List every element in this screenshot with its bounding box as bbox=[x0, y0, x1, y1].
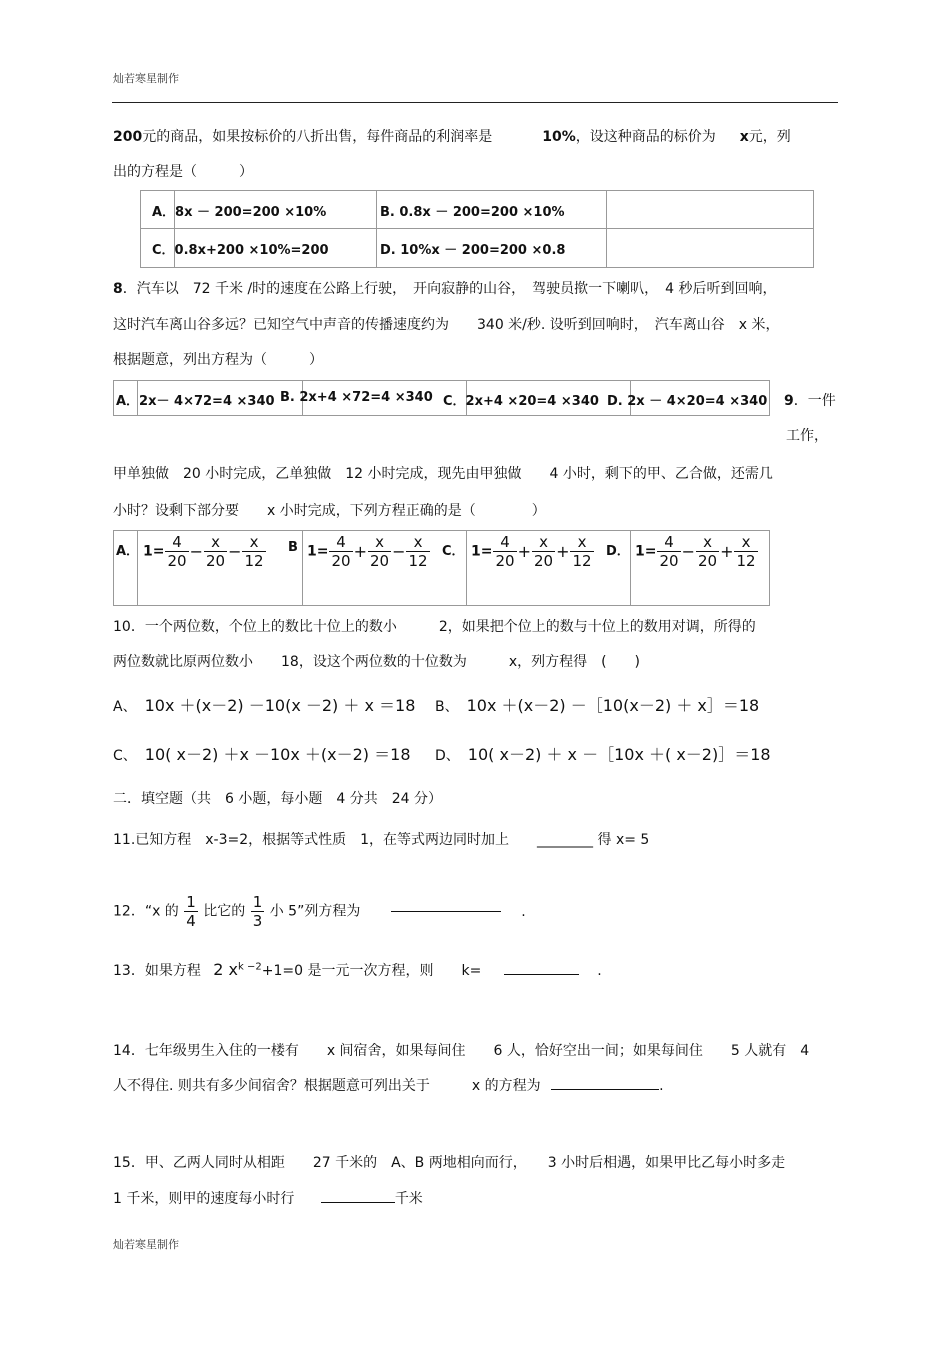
q10-option-a-label: A、 bbox=[113, 699, 137, 715]
q8-option-b: B. 2x+4 ×72=4 ×340 bbox=[280, 390, 433, 405]
q9-table-vline bbox=[302, 530, 303, 605]
q8-option-a: A．2x－ 4×72=4 ×340 bbox=[116, 394, 275, 409]
q9-option-a-label: A． bbox=[116, 544, 140, 559]
q9-fraction-den: 12 bbox=[572, 552, 592, 570]
q9-fraction-den: 20 bbox=[533, 552, 554, 570]
q14-answer-blank[interactable] bbox=[551, 1089, 659, 1090]
q10-option-c-expr: 10( x－2) ＋x －10x ＋(x－2) ＝18 bbox=[144, 745, 411, 764]
q9-fraction-num: x bbox=[570, 533, 593, 552]
q7-line1 bbox=[113, 126, 791, 146]
q12-mid: 比它的 bbox=[203, 903, 246, 920]
q7-table-vline bbox=[376, 190, 377, 267]
q9-line1: 甲单独做 20 小时完成，乙单独做 12 小时完成，现先由甲独做 4 小时，剩下的甲、乙合做，还需几 bbox=[113, 466, 773, 482]
q9-option-d-label: D． bbox=[606, 544, 630, 559]
q9-fraction-den: 20 bbox=[495, 552, 515, 570]
q7-option-c: C．0.8x+200 ×10%=200 bbox=[152, 243, 329, 258]
q12-fraction-2-num: 1 bbox=[252, 893, 263, 911]
q12-pre: 12．“x 的 bbox=[113, 903, 179, 920]
q12-fraction-1-num: 1 bbox=[186, 893, 196, 911]
page-footer: 灿若寒星制作 bbox=[113, 1238, 179, 1251]
q9-fraction-3 bbox=[406, 533, 429, 570]
q9-fraction-2 bbox=[696, 533, 719, 570]
q9-option-a-expr bbox=[143, 533, 267, 570]
q14-line1: 14．七年级男生入住的一楼有 x 间宿舍，如果每间住 6 人，恰好空出一间；如果每间住 5 人就有 4 bbox=[113, 1043, 810, 1059]
q13-coef: 2 x bbox=[213, 960, 239, 979]
q9-fraction-den: 12 bbox=[408, 552, 428, 570]
q12-fraction-1-den: 4 bbox=[186, 912, 196, 930]
q15-line2 bbox=[113, 1188, 423, 1208]
q9-fraction-den: 12 bbox=[736, 552, 756, 570]
q9-fraction-den: 20 bbox=[697, 552, 718, 570]
q9-fraction-1 bbox=[165, 533, 188, 570]
q13-end: . bbox=[597, 963, 602, 979]
q9-fraction-2 bbox=[204, 533, 227, 570]
q7-rate: 10% bbox=[542, 129, 576, 145]
q7-option-b: B. 0.8x － 200=200 ×10% bbox=[380, 205, 565, 220]
q9-fraction-num: 4 bbox=[165, 533, 188, 552]
q9-fraction-num: 4 bbox=[657, 533, 680, 552]
q9-fraction-num: x bbox=[734, 533, 757, 552]
q9-number: 9 bbox=[784, 393, 794, 409]
q14-end: . bbox=[659, 1078, 664, 1094]
q15-answer-blank[interactable] bbox=[321, 1202, 395, 1203]
q9-fraction-den: 20 bbox=[205, 552, 226, 570]
q8-line2: 这时汽车离山谷多远？已知空气中声音的传播速度约为 340 米/秒. 设听到回响时， 汽车离山谷 x 米， bbox=[113, 317, 780, 333]
q9-fraction-num: 4 bbox=[329, 533, 352, 552]
q12-fraction-2 bbox=[251, 893, 265, 930]
header-rule bbox=[112, 102, 838, 103]
q8-text1: ．汽车以 72 千米 /时的速度在公路上行驶， 开向寂静的山谷， 驾驶员揿一下喇叭， 4 秒后听到回响， bbox=[122, 281, 777, 297]
q12-fraction-2-den: 3 bbox=[252, 912, 263, 930]
q9-fraction-2 bbox=[532, 533, 555, 570]
q9-operator: + bbox=[517, 542, 531, 561]
q9-operator: − bbox=[228, 542, 242, 561]
q7-option-d: D. 10%x － 200=200 ×0.8 bbox=[380, 243, 566, 258]
q10-option-a bbox=[113, 693, 415, 716]
q9-head2: 工作， bbox=[786, 428, 828, 444]
q9-fraction-num: x bbox=[406, 533, 429, 552]
q14-line2 bbox=[113, 1075, 664, 1095]
q9-operator: − bbox=[681, 542, 695, 561]
q9-fraction-den: 20 bbox=[167, 552, 187, 570]
q9-fraction-3 bbox=[734, 533, 757, 570]
q9-option-c-expr bbox=[471, 533, 595, 570]
q9-head-text: ．一件 bbox=[793, 393, 836, 409]
q9-fraction-1 bbox=[493, 533, 516, 570]
q10-option-b-expr: 10x ＋(x－2) －［10(x－2) ＋ x］＝18 bbox=[466, 696, 760, 715]
q10-option-c bbox=[113, 742, 411, 765]
q9-fraction-num: x bbox=[696, 533, 719, 552]
q9-operator: + bbox=[720, 542, 734, 561]
q11-text: 11.已知方程 x-3=2，根据等式性质 1，在等式两边同时加上 ________ 得 x= 5 bbox=[113, 832, 650, 848]
q10-option-b bbox=[435, 693, 759, 716]
q7-text1: 元的商品，如果按标价的八折出售，每件商品的利润率是 bbox=[142, 129, 493, 145]
q9-fraction-den: 12 bbox=[244, 552, 264, 570]
q7-price: 200 bbox=[113, 129, 143, 145]
q9-fraction-num: x bbox=[242, 533, 265, 552]
q9-fraction-den: 20 bbox=[659, 552, 679, 570]
q12-post: 小 5”列方程为 bbox=[269, 903, 361, 920]
page-header: 灿若寒星制作 bbox=[113, 72, 179, 85]
q7-text2: ，设这种商品的标价为 bbox=[575, 129, 716, 145]
q9-operator: + bbox=[353, 542, 367, 561]
q7-var: x bbox=[739, 129, 749, 145]
q9-table-vline bbox=[630, 530, 631, 605]
q9-table-vline bbox=[466, 530, 467, 605]
q10-line2: 两位数就比原两位数小 18，设这个两位数的十位数为 x，列方程得 ( ) bbox=[113, 654, 641, 670]
q9-fraction-3 bbox=[570, 533, 593, 570]
q14-line2-text: 人不得住. 则共有多少间宿舍？根据题意可列出关于 x 的方程为 bbox=[113, 1078, 541, 1094]
q13-answer-blank[interactable] bbox=[504, 974, 579, 975]
q10-option-d bbox=[435, 742, 771, 765]
q9-fraction-1 bbox=[657, 533, 680, 570]
q9-expr-lead: 1= bbox=[307, 543, 329, 560]
q12-line bbox=[113, 893, 526, 930]
q9-option-d-expr bbox=[635, 533, 759, 570]
q7-text3: 元，列 bbox=[748, 129, 791, 145]
q15-line2-text: 1 千米，则甲的速度每小时行 bbox=[113, 1191, 295, 1207]
q8-line1 bbox=[113, 278, 777, 298]
q9-expr-lead: 1= bbox=[471, 543, 493, 560]
q9-fraction-3 bbox=[242, 533, 265, 570]
q9-fraction-num: x bbox=[532, 533, 555, 552]
section-2-heading: 二．填空题（共 6 小题，每小题 4 分共 24 分） bbox=[113, 791, 442, 807]
q8-option-c: C．2x+4 ×20=4 ×340 bbox=[443, 394, 599, 409]
q8-number: 8 bbox=[113, 281, 123, 297]
q9-option-c-label: C． bbox=[442, 544, 465, 559]
q15-unit: 千米 bbox=[394, 1191, 423, 1207]
q13-post: +1=0 是一元一次方程，则 k= bbox=[261, 963, 482, 979]
q15-line1: 15．甲、乙两人同时从相距 27 千米的 A、B 两地相向而行， 3 小时后相遇，如果甲比乙每小时多走 bbox=[113, 1155, 786, 1171]
q10-option-d-label: D、 bbox=[435, 748, 460, 764]
q9-expr-lead: 1= bbox=[635, 543, 657, 560]
q9-fraction-den: 20 bbox=[331, 552, 351, 570]
q9-expr-lead: 1= bbox=[143, 543, 165, 560]
q7-table-hline bbox=[140, 228, 813, 229]
q10-option-a-expr: 10x ＋(x－2) －10(x －2) ＋ x ＝18 bbox=[144, 696, 416, 715]
q13-exponent: k −2 bbox=[238, 961, 262, 973]
q9-fraction-den: 20 bbox=[369, 552, 390, 570]
q9-fraction-num: x bbox=[368, 533, 391, 552]
q7-option-a: A．8x － 200=200 ×10% bbox=[152, 205, 327, 220]
q13-pre: 13．如果方程 bbox=[113, 963, 201, 979]
q13-line bbox=[113, 960, 602, 980]
q10-option-c-label: C、 bbox=[113, 748, 137, 764]
q9-fraction-num: 4 bbox=[493, 533, 516, 552]
q12-fraction-1 bbox=[184, 893, 198, 930]
q7-line2: 出的方程是（ ） bbox=[113, 164, 253, 180]
q9-operator: + bbox=[556, 542, 570, 561]
q9-operator: − bbox=[189, 542, 203, 561]
q8-line3: 根据题意，列出方程为（ ） bbox=[113, 352, 323, 368]
q9-fraction-1 bbox=[329, 533, 352, 570]
q12-end: . bbox=[521, 903, 526, 920]
q8-option-d: D. 2x － 4×20=4 ×340 bbox=[607, 394, 768, 409]
q9-option-b-expr bbox=[307, 533, 431, 570]
q10-option-b-label: B、 bbox=[435, 699, 459, 715]
q9-fraction-2 bbox=[368, 533, 391, 570]
q9-line2: 小时？设剩下部分要 x 小时完成，下列方程正确的是（ ） bbox=[113, 503, 546, 519]
q9-head bbox=[784, 390, 836, 410]
q9-operator: − bbox=[392, 542, 406, 561]
q10-line1: 10．一个两位数，个位上的数比十位上的数小 2，如果把个位上的数与十位上的数用对调，所得的 bbox=[113, 619, 756, 635]
q10-option-d-expr: 10( x－2) ＋ x －［10x ＋( x－2)］＝18 bbox=[467, 745, 771, 764]
q12-answer-blank[interactable] bbox=[391, 911, 501, 912]
q9-option-b-label: B bbox=[288, 540, 298, 555]
q9-fraction-num: x bbox=[204, 533, 227, 552]
q7-table-vline bbox=[606, 190, 607, 267]
